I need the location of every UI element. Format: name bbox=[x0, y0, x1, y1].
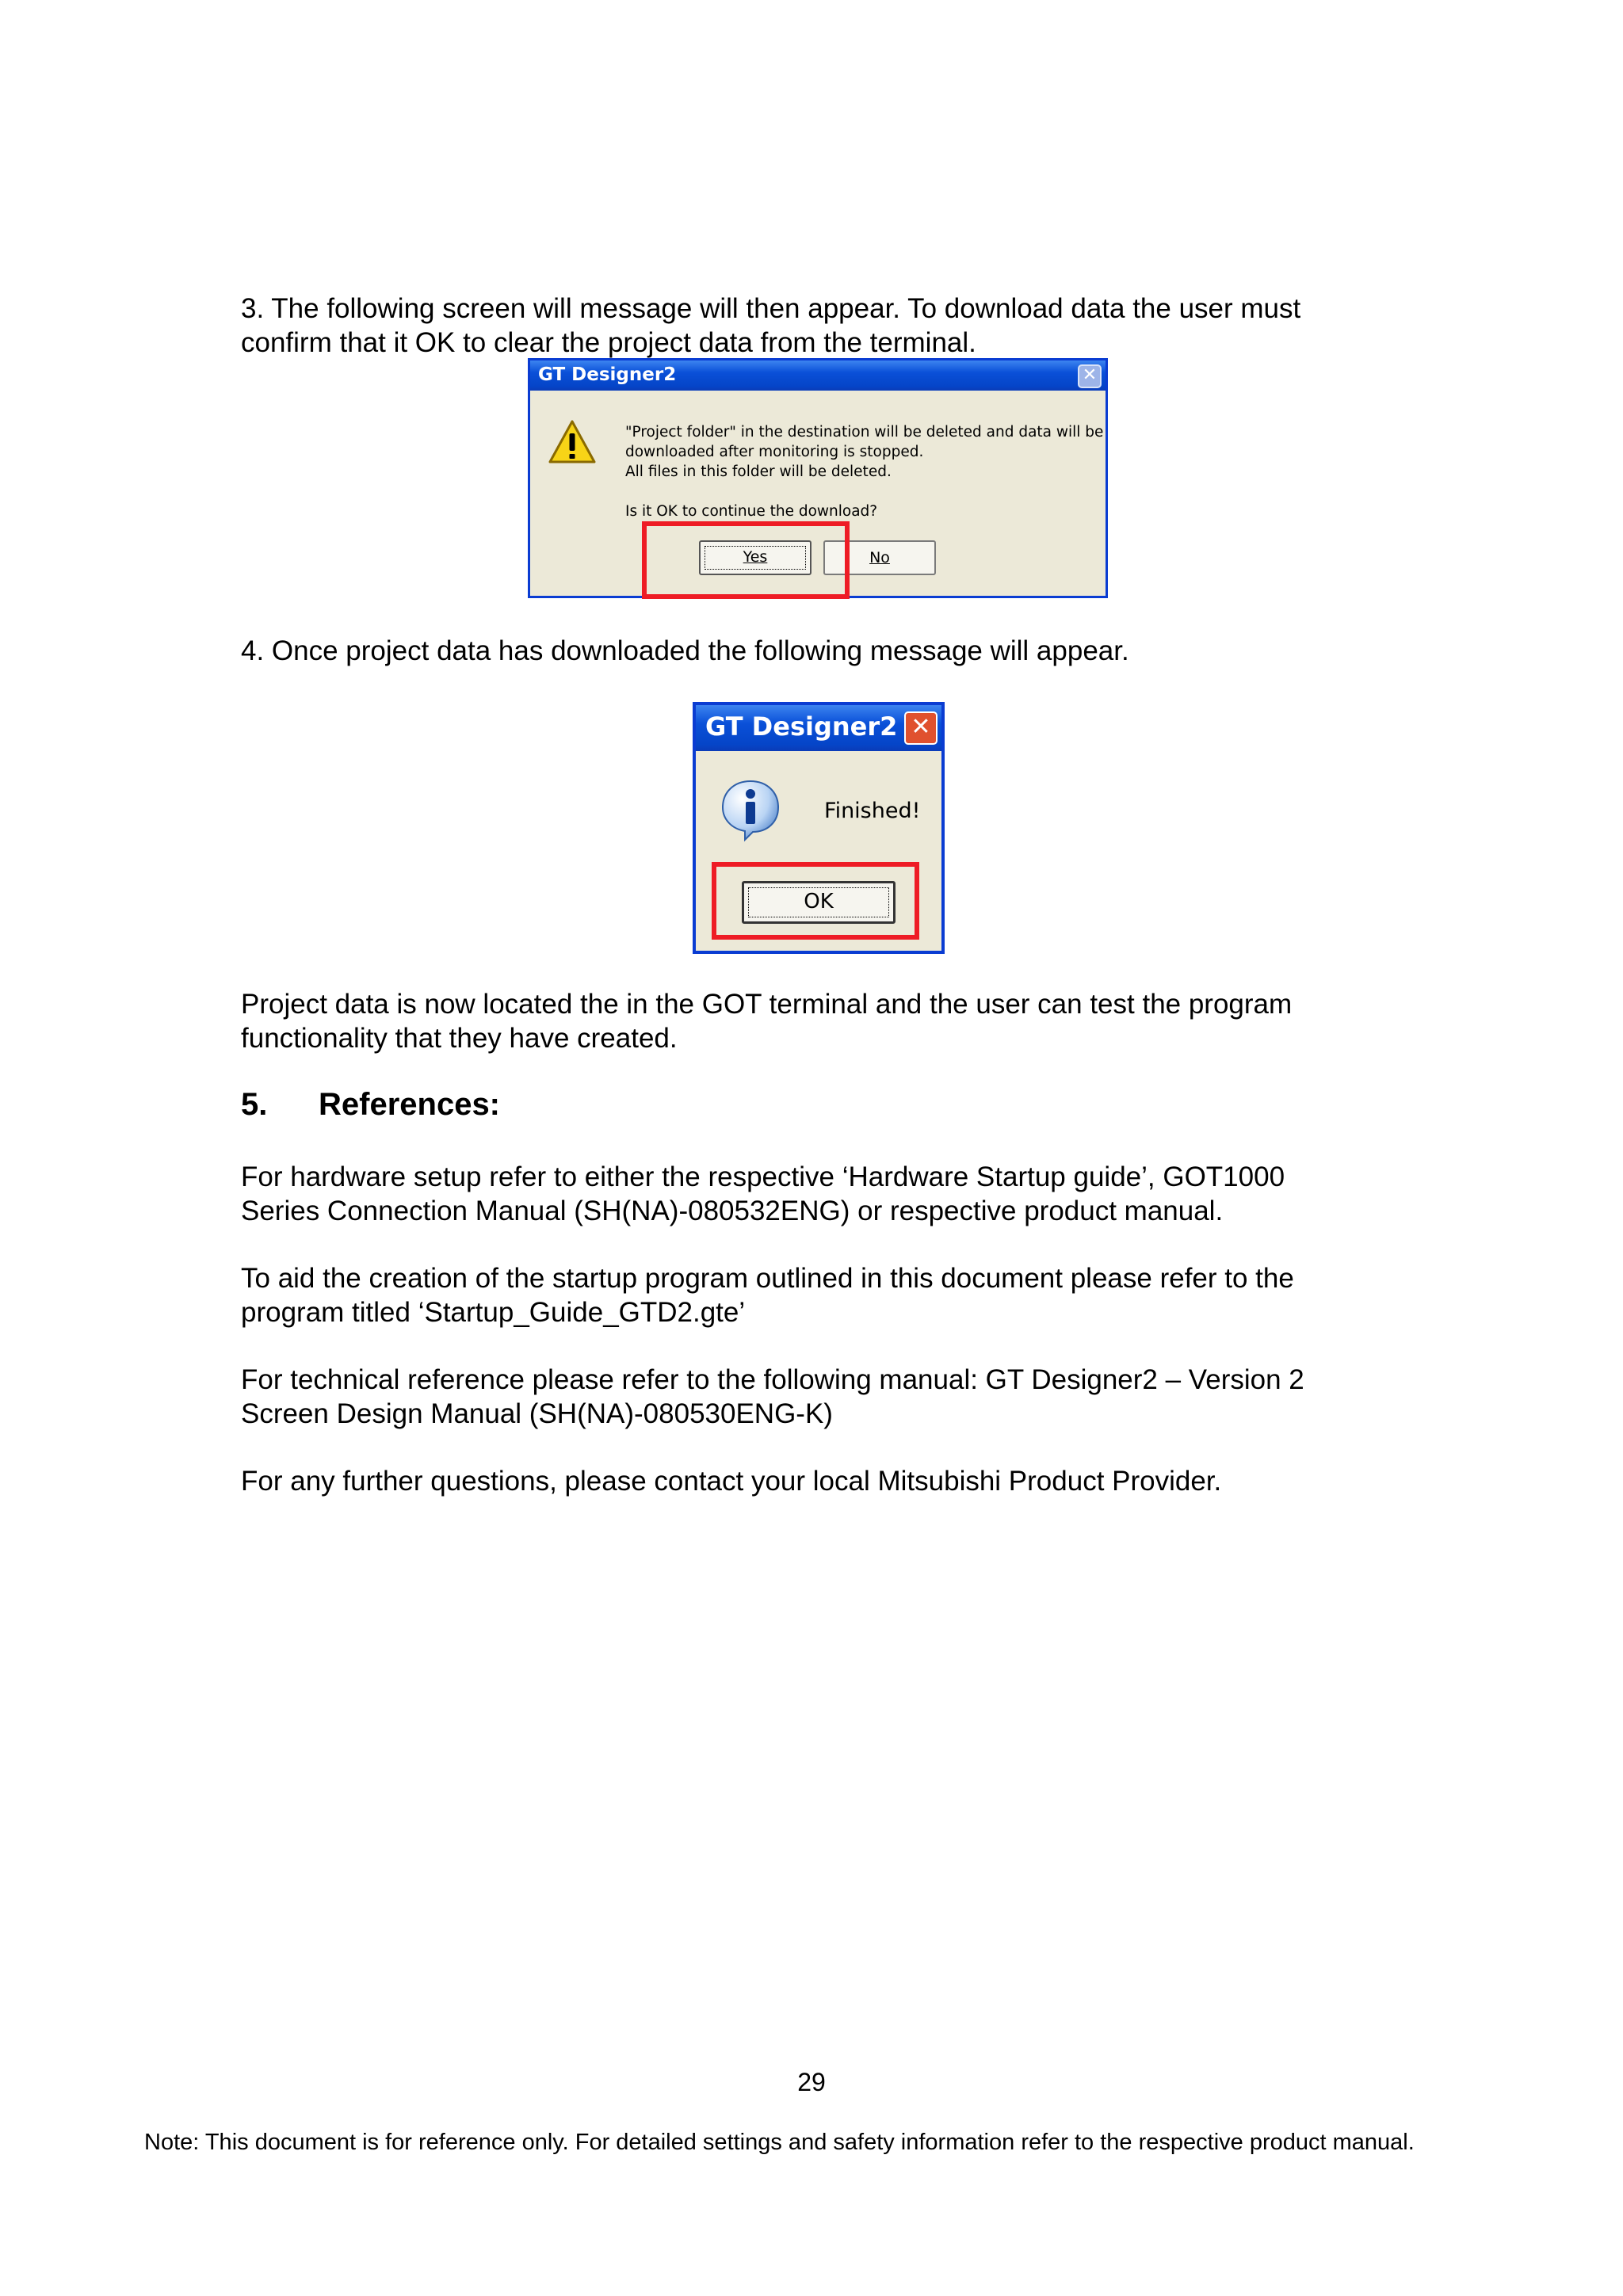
close-icon[interactable]: ✕ bbox=[1078, 364, 1102, 388]
step3-line-1: 3. The following screen will message will then appear. To download data the user must bbox=[241, 293, 1301, 324]
step3-line-2: confirm that it OK to clear the project data from the terminal. bbox=[241, 327, 976, 358]
section-heading bbox=[241, 1087, 500, 1123]
ok-button-label: OK bbox=[804, 890, 834, 913]
reference-2-line-1: To aid the creation of the startup program outlined in this document please refer to the bbox=[241, 1263, 1294, 1294]
message-line-2: downloaded after monitoring is stopped. bbox=[625, 444, 924, 460]
yes-button-label: Yes bbox=[743, 548, 768, 566]
reference-2-line-2: program titled ‘Startup_Guide_GTD2.gte’ bbox=[241, 1297, 746, 1328]
step4-paragraph bbox=[241, 634, 1129, 668]
close-icon[interactable]: ✕ bbox=[904, 711, 938, 745]
after-paragraph bbox=[241, 987, 1292, 1055]
info-icon bbox=[718, 778, 783, 843]
message-line-4 bbox=[625, 482, 1103, 502]
reference-1-line-2: Series Connection Manual (SH(NA)-080532ENG) or respective product manual. bbox=[241, 1196, 1224, 1226]
reference-3-line-2: Screen Design Manual (SH(NA)-080530ENG-K) bbox=[241, 1398, 833, 1429]
reference-3-line-1: For technical reference please refer to the following manual: GT Designer2 – Version 2 bbox=[241, 1364, 1304, 1395]
step3-paragraph bbox=[241, 292, 1300, 360]
reference-paragraph-2 bbox=[241, 1261, 1294, 1329]
reference-paragraph-1 bbox=[241, 1160, 1285, 1228]
section-number: 5. bbox=[241, 1087, 268, 1122]
message-line-3: All files in this folder will be deleted. bbox=[625, 463, 892, 480]
after-line-1: Project data is now located the in the GOT terminal and the user can test the program bbox=[241, 989, 1293, 1020]
confirm-dialog-title: GT Designer2 bbox=[538, 364, 677, 385]
confirm-dialog-message bbox=[625, 422, 1103, 521]
no-button-label: No bbox=[869, 549, 890, 566]
message-line-5: Is it OK to continue the download? bbox=[625, 503, 878, 520]
ok-highlight-box bbox=[712, 862, 919, 940]
reference-paragraph-3 bbox=[241, 1363, 1304, 1431]
reference-4-line-1: For any further questions, please contact your local Mitsubishi Product Provider. bbox=[241, 1466, 1222, 1497]
finished-dialog-title: GT Designer2 bbox=[705, 711, 898, 742]
step4-line: 4. Once project data has downloaded the following message will appear. bbox=[241, 635, 1129, 666]
after-line-2: functionality that they have created. bbox=[241, 1023, 678, 1054]
warning-icon bbox=[548, 419, 597, 465]
reference-paragraph-4 bbox=[241, 1464, 1221, 1498]
reference-1-line-1: For hardware setup refer to either the respective ‘Hardware Startup guide’, GOT1000 bbox=[241, 1161, 1285, 1192]
finished-dialog-message: Finished! bbox=[824, 799, 921, 823]
yes-highlight-box bbox=[642, 521, 850, 599]
message-line-1: "Project folder" in the destination will be deleted and data will be bbox=[625, 424, 1104, 441]
section-title: References: bbox=[319, 1087, 501, 1122]
page-number: 29 bbox=[797, 2068, 826, 2096]
footer-note: Note: This document is for reference only. For detailed settings and safety information refer to the respective product manual. bbox=[144, 2130, 1415, 2155]
confirm-dialog-titlebar bbox=[530, 360, 1106, 391]
